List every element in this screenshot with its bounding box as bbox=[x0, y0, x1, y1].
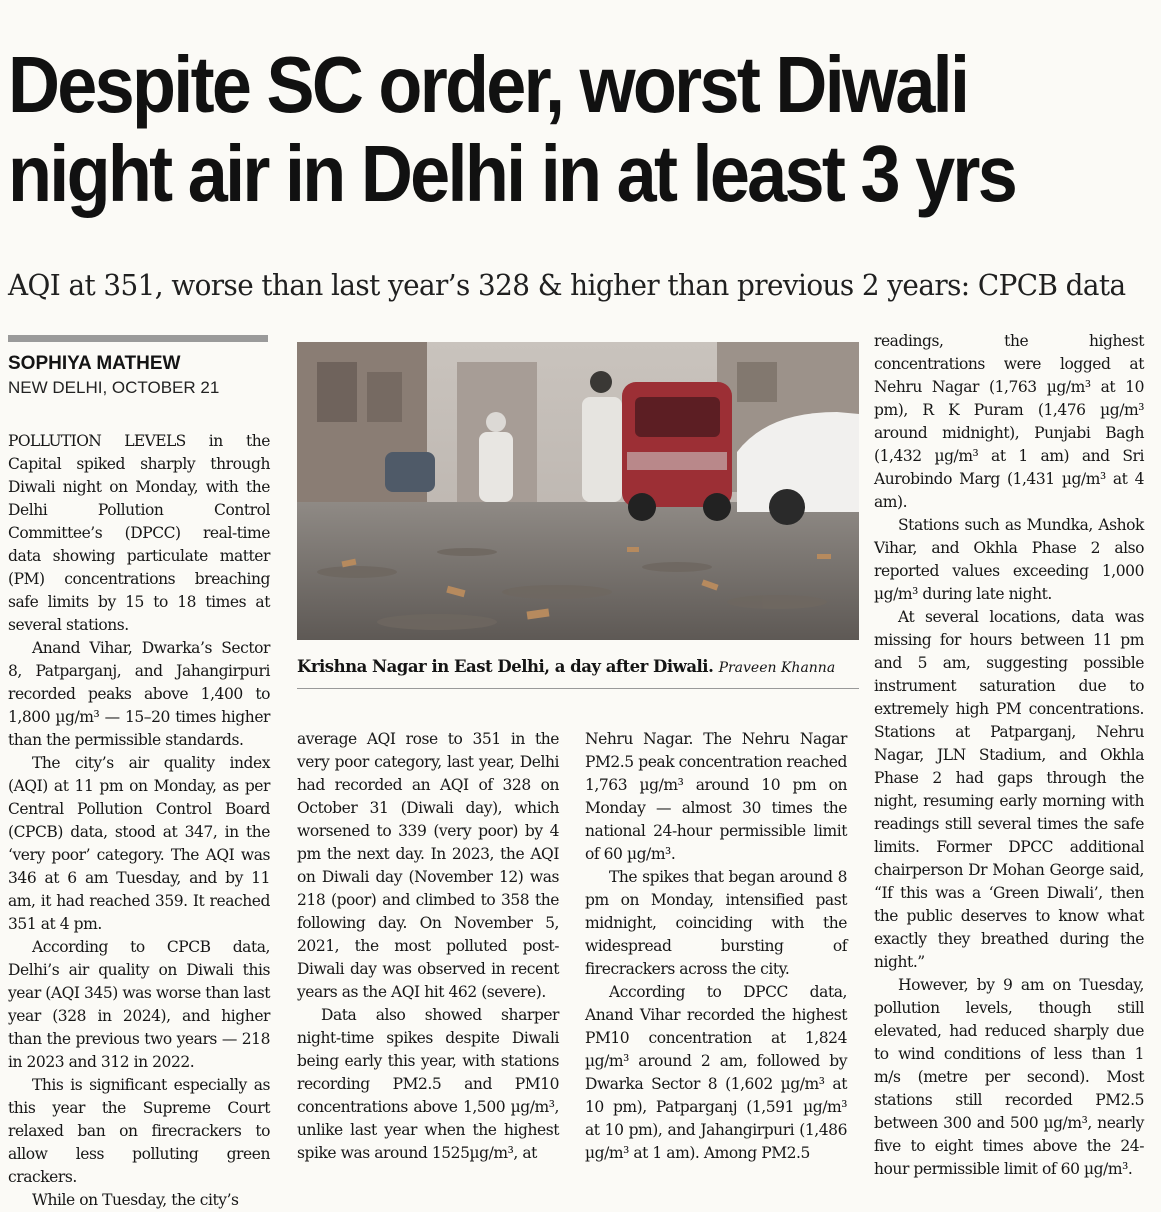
paragraph: Data also showed sharper night-time spikes despite Diwali being early this year, with stations recording PM2.5 and PM10 concentrations above 1,500 µg/m³, unlike last year when the highest spike was around 1525µg/m³, at bbox=[297, 1006, 559, 1162]
photo-caption bbox=[297, 656, 857, 679]
paragraph: Nehru Nagar. The Nehru Nagar PM2.5 peak concentration reached 1,763 µg/m³ around 10 pm on Monday — almost 30 times the national 24-hour permissible limit of 60 µg/m³. bbox=[585, 730, 847, 863]
paragraph: This is significant especially as this year the Supreme Court relaxed ban on firecrackers to allow less polluting green crackers. bbox=[8, 1076, 270, 1186]
paragraph: However, by 9 am on Tuesday, pollution levels, though still elevated, had reduced sharply due to wind conditions of less than 1 m/s (metre per second). Most stations still recorded PM2.5 between 300 and 500 µg/m³, nearly five to eight times above the 24-hour permissible limit of 60 µg/m³. bbox=[874, 976, 1144, 1178]
paragraph: At several locations, data was missing for hours between 11 pm and 5 am, suggesting possible instrument saturation due to extremely high PM concentrations. Stations at Patparganj, Nehru Nagar, JLN Stadium, and Okhla Phase 2 had gaps through the night, resuming early morning with readings still several times the safe limits. Former DPCC additional chairperson Dr Mohan George said, “If this was a ‘Green Diwali’, then the public deserves to know what exactly they breathed during the night.” bbox=[874, 608, 1144, 971]
dateline: NEW DELHI, OCTOBER 21 bbox=[8, 378, 220, 397]
article-column-1 bbox=[8, 430, 270, 1212]
headline bbox=[8, 40, 1039, 218]
photo-credit: Praveen Khanna bbox=[718, 660, 836, 676]
headline-line-2: night air in Delhi in at least 3 yrs bbox=[8, 129, 1016, 218]
article-column-2 bbox=[297, 728, 559, 1165]
article-column-4 bbox=[874, 330, 1144, 1181]
paragraph-text: in the Capital spiked sharply through Diwali night on Monday, with the Delhi Pollution Control Committee’s (DPCC) real-time data showing particulate matter (PM) concentrations breaching safe limits by 15 to 18 times at several stations. bbox=[8, 432, 270, 634]
paragraph: readings, the highest concentrations were logged at Nehru Nagar (1,763 µg/m³ at 10 pm), R K Puram (1,476 µg/m³ around midnight), Punjabi Bagh (1,432 µg/m³ at 1 am) and Sri Aurobindo Marg (1,431 µg/m³ at 4 am). bbox=[874, 332, 1144, 511]
caption-text: Krishna Nagar in East Delhi, a day after Diwali. bbox=[297, 657, 714, 676]
paragraph: While on Tuesday, the city’s bbox=[32, 1191, 239, 1209]
caption-rule bbox=[297, 688, 859, 689]
paragraph bbox=[8, 430, 270, 637]
paragraph: average AQI rose to 351 in the very poor category, last year, Delhi had recorded an AQI of 328 on October 31 (Diwali day), which worsened to 339 (very poor) by 4 pm the next day. In 2023, the AQI on Diwali day (November 12) was 218 (poor) and climbed to 358 the following day. On November 5, 2021, the most polluted post-Diwali day was observed in recent years as the AQI hit 462 (severe). bbox=[297, 730, 559, 1001]
lead-caps: POLLUTION LEVELS bbox=[8, 432, 186, 450]
paragraph: According to CPCB data, Delhi’s air quality on Diwali this year (AQI 345) was worse than last year (328 in 2024), and higher than the previous two years — 218 in 2023 and 312 in 2022. bbox=[8, 938, 270, 1071]
paragraph: The city’s air quality index (AQI) at 11 pm on Monday, as per Central Pollution Control Board (CPCB) data, stood at 347, in the ‘very poor’ category. The AQI was 346 at 6 am Tuesday, and by 11 am, it had reached 359. It reached 351 at 4 pm. bbox=[8, 754, 270, 933]
paragraph: Stations such as Mundka, Ashok Vihar, and Okhla Phase 2 also reported values exceeding 1,000 µg/m³ during late night. bbox=[874, 516, 1144, 603]
byline-rule bbox=[8, 335, 268, 342]
paragraph: According to DPCC data, Anand Vihar recorded the highest PM10 concentration at 1,824 µg/m³ around 2 am, followed by Dwarka Sector 8 (1,602 µg/m³ at 10 pm), Patparganj (1,591 µg/m³ at 10 pm), and Jahangirpuri (1,486 µg/m³ at 1 am). Among PM2.5 bbox=[585, 983, 847, 1162]
headline-line-1: Despite SC order, worst Diwali bbox=[8, 40, 968, 129]
news-photo bbox=[297, 342, 859, 640]
deck-subheadline: AQI at 351, worse than last year’s 328 & higher than previous 2 years: CPCB data bbox=[8, 268, 1126, 302]
paragraph: Anand Vihar, Dwarka’s Sector 8, Patparganj, and Jahangirpuri recorded peaks above 1,400 to 1,800 µg/m³ — 15–20 times higher than the permissible standards. bbox=[8, 639, 270, 749]
byline: SOPHIYA MATHEW bbox=[8, 353, 181, 374]
street-scene-photo bbox=[297, 342, 859, 640]
paragraph: The spikes that began around 8 pm on Monday, intensified past midnight, coinciding with the widespread bursting of firecrackers across the city. bbox=[585, 868, 847, 978]
article-column-3 bbox=[585, 728, 847, 1165]
